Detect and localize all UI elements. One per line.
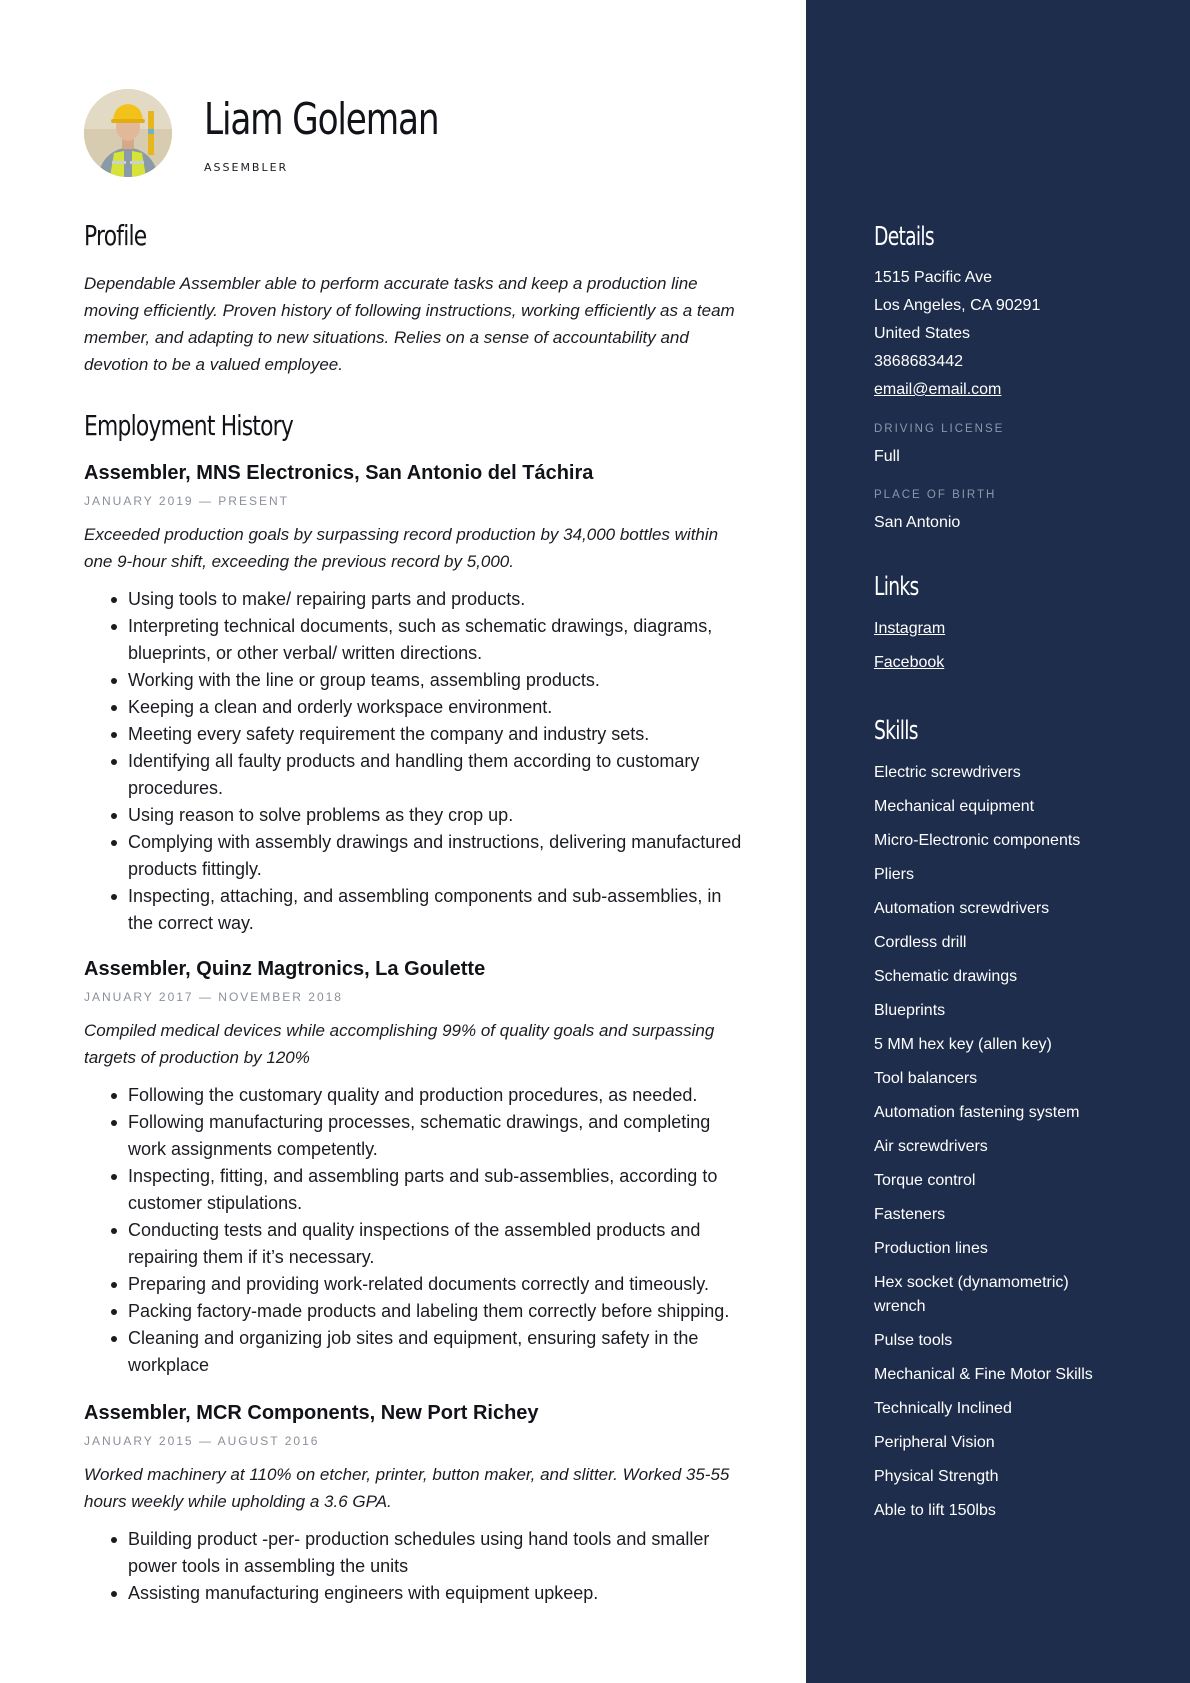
job-dates: JANUARY 2017 — NOVEMBER 2018	[84, 990, 343, 1004]
job-heading: Assembler, MNS Electronics, San Antonio del Táchira	[84, 462, 594, 484]
list-item: Cleaning and organizing job sites and equipment, ensuring safety in the workplace	[84, 1325, 750, 1379]
skill-item: Micro-Electronic components	[874, 832, 1081, 849]
job-entry	[84, 1399, 750, 1607]
job-description: Exceeded production goals by surpassing record production by 34,000 bottles within one 9-hour shift, exceeding the previous record by 5,000.	[84, 525, 719, 571]
job-dates: JANUARY 2015 — AUGUST 2016	[84, 1434, 320, 1448]
driving-license-value: Full	[874, 448, 900, 465]
job-bullet-list	[84, 1526, 750, 1607]
skills-list	[874, 761, 1114, 1533]
list-item: Using reason to solve problems as they crop up.	[84, 802, 750, 829]
job-heading: Assembler, MCR Components, New Port Richey	[84, 1402, 539, 1424]
avatar	[84, 89, 172, 177]
sidebar	[806, 0, 1190, 1683]
list-item: Following manufacturing processes, schematic drawings, and completing work assignments competently.	[84, 1109, 750, 1163]
skill-item: Pulse tools	[874, 1332, 953, 1349]
list-item: Working with the line or group teams, assembling products.	[84, 667, 750, 694]
profile-photo	[84, 89, 172, 177]
details-heading: Details	[874, 222, 934, 252]
job-entry	[84, 955, 750, 1379]
facebook-link[interactable]: Facebook	[874, 654, 945, 671]
list-item: Packing factory-made products and labeling them correctly before shipping.	[84, 1298, 750, 1325]
list-item: Preparing and providing work-related documents correctly and timeously.	[84, 1271, 750, 1298]
employment-heading: Employment History	[84, 409, 294, 442]
skill-item: Blueprints	[874, 1002, 946, 1019]
skill-item: Torque control	[874, 1172, 976, 1189]
skill-item: Able to lift 150lbs	[874, 1502, 996, 1519]
place-of-birth-value: San Antonio	[874, 514, 961, 531]
list-item: Identifying all faulty products and handling them according to customary procedures.	[84, 748, 750, 802]
profile-heading: Profile	[84, 219, 147, 252]
driving-license-label: DRIVING LICENSE	[874, 423, 1005, 435]
address-line-1: 1515 Pacific Ave	[874, 269, 993, 286]
list-item: Building product -per- production schedules using hand tools and smaller power tools in assembling the units	[84, 1526, 750, 1580]
country: United States	[874, 325, 971, 342]
job-description: Worked machinery at 110% on etcher, printer, button maker, and slitter. Worked 35-55 hours weekly while upholding a 3.6 GPA.	[84, 1465, 730, 1511]
list-item: Meeting every safety requirement the company and industry sets.	[84, 721, 750, 748]
list-item: Conducting tests and quality inspections of the assembled products and repairing them if it’s necessary.	[84, 1217, 750, 1271]
skill-item: Physical Strength	[874, 1468, 999, 1485]
list-item: Complying with assembly drawings and instructions, delivering manufactured products fittingly.	[84, 829, 750, 883]
address-line-2: Los Angeles, CA 90291	[874, 297, 1041, 314]
skill-item: Tool balancers	[874, 1070, 978, 1087]
skill-item: Automation screwdrivers	[874, 900, 1050, 917]
candidate-name: Liam Goleman	[204, 94, 439, 145]
list-item: Using tools to make/ repairing parts and products.	[84, 586, 750, 613]
skill-item: Automation fastening system	[874, 1104, 1080, 1121]
instagram-link[interactable]: Instagram	[874, 620, 946, 637]
profile-summary: Dependable Assembler able to perform accurate tasks and keep a production line moving efficiently. Proven history of following instructions, working efficiently as a team member, and adapting to new situations. Relies on a sense of accountability and devotion to be a valued employee.	[84, 274, 735, 374]
skill-item: Air screwdrivers	[874, 1138, 988, 1155]
list-item: Following the customary quality and production procedures, as needed.	[84, 1082, 750, 1109]
job-description: Compiled medical devices while accomplishing 99% of quality goals and surpassing targets of production by 120%	[84, 1021, 715, 1067]
skill-item: Hex socket (dynamometric) wrench	[874, 1274, 1069, 1315]
skill-item: Fasteners	[874, 1206, 946, 1223]
place-of-birth-label: PLACE OF BIRTH	[874, 489, 997, 501]
email-link[interactable]: email@email.com	[874, 381, 1002, 398]
job-heading: Assembler, Quinz Magtronics, La Goulette	[84, 958, 486, 980]
list-item: Assisting manufacturing engineers with equipment upkeep.	[84, 1580, 750, 1607]
phone: 3868683442	[874, 353, 963, 370]
job-bullet-list	[84, 1082, 750, 1379]
job-dates: JANUARY 2019 — PRESENT	[84, 494, 289, 508]
skills-heading: Skills	[874, 716, 918, 746]
skill-item: Pliers	[874, 866, 915, 883]
list-item: Inspecting, fitting, and assembling parts and sub-assemblies, according to customer stipulations.	[84, 1163, 750, 1217]
skill-item: Schematic drawings	[874, 968, 1018, 985]
job-bullet-list	[84, 586, 750, 937]
skill-item: Production lines	[874, 1240, 988, 1257]
links-heading: Links	[874, 572, 919, 602]
skill-item: Mechanical & Fine Motor Skills	[874, 1366, 1093, 1383]
skill-item: Technically Inclined	[874, 1400, 1012, 1417]
skill-item: Electric screwdrivers	[874, 764, 1021, 781]
list-item: Interpreting technical documents, such as schematic drawings, diagrams, blueprints, or other verbal/ written directions.	[84, 613, 750, 667]
job-title: ASSEMBLER	[204, 161, 289, 174]
skill-item: Peripheral Vision	[874, 1434, 995, 1451]
skill-item: 5 MM hex key (allen key)	[874, 1036, 1052, 1053]
skill-item: Mechanical equipment	[874, 798, 1035, 815]
job-entry	[84, 459, 750, 937]
list-item: Inspecting, attaching, and assembling components and sub-assemblies, in the correct way.	[84, 883, 750, 937]
list-item: Keeping a clean and orderly workspace environment.	[84, 694, 750, 721]
skill-item: Cordless drill	[874, 934, 967, 951]
